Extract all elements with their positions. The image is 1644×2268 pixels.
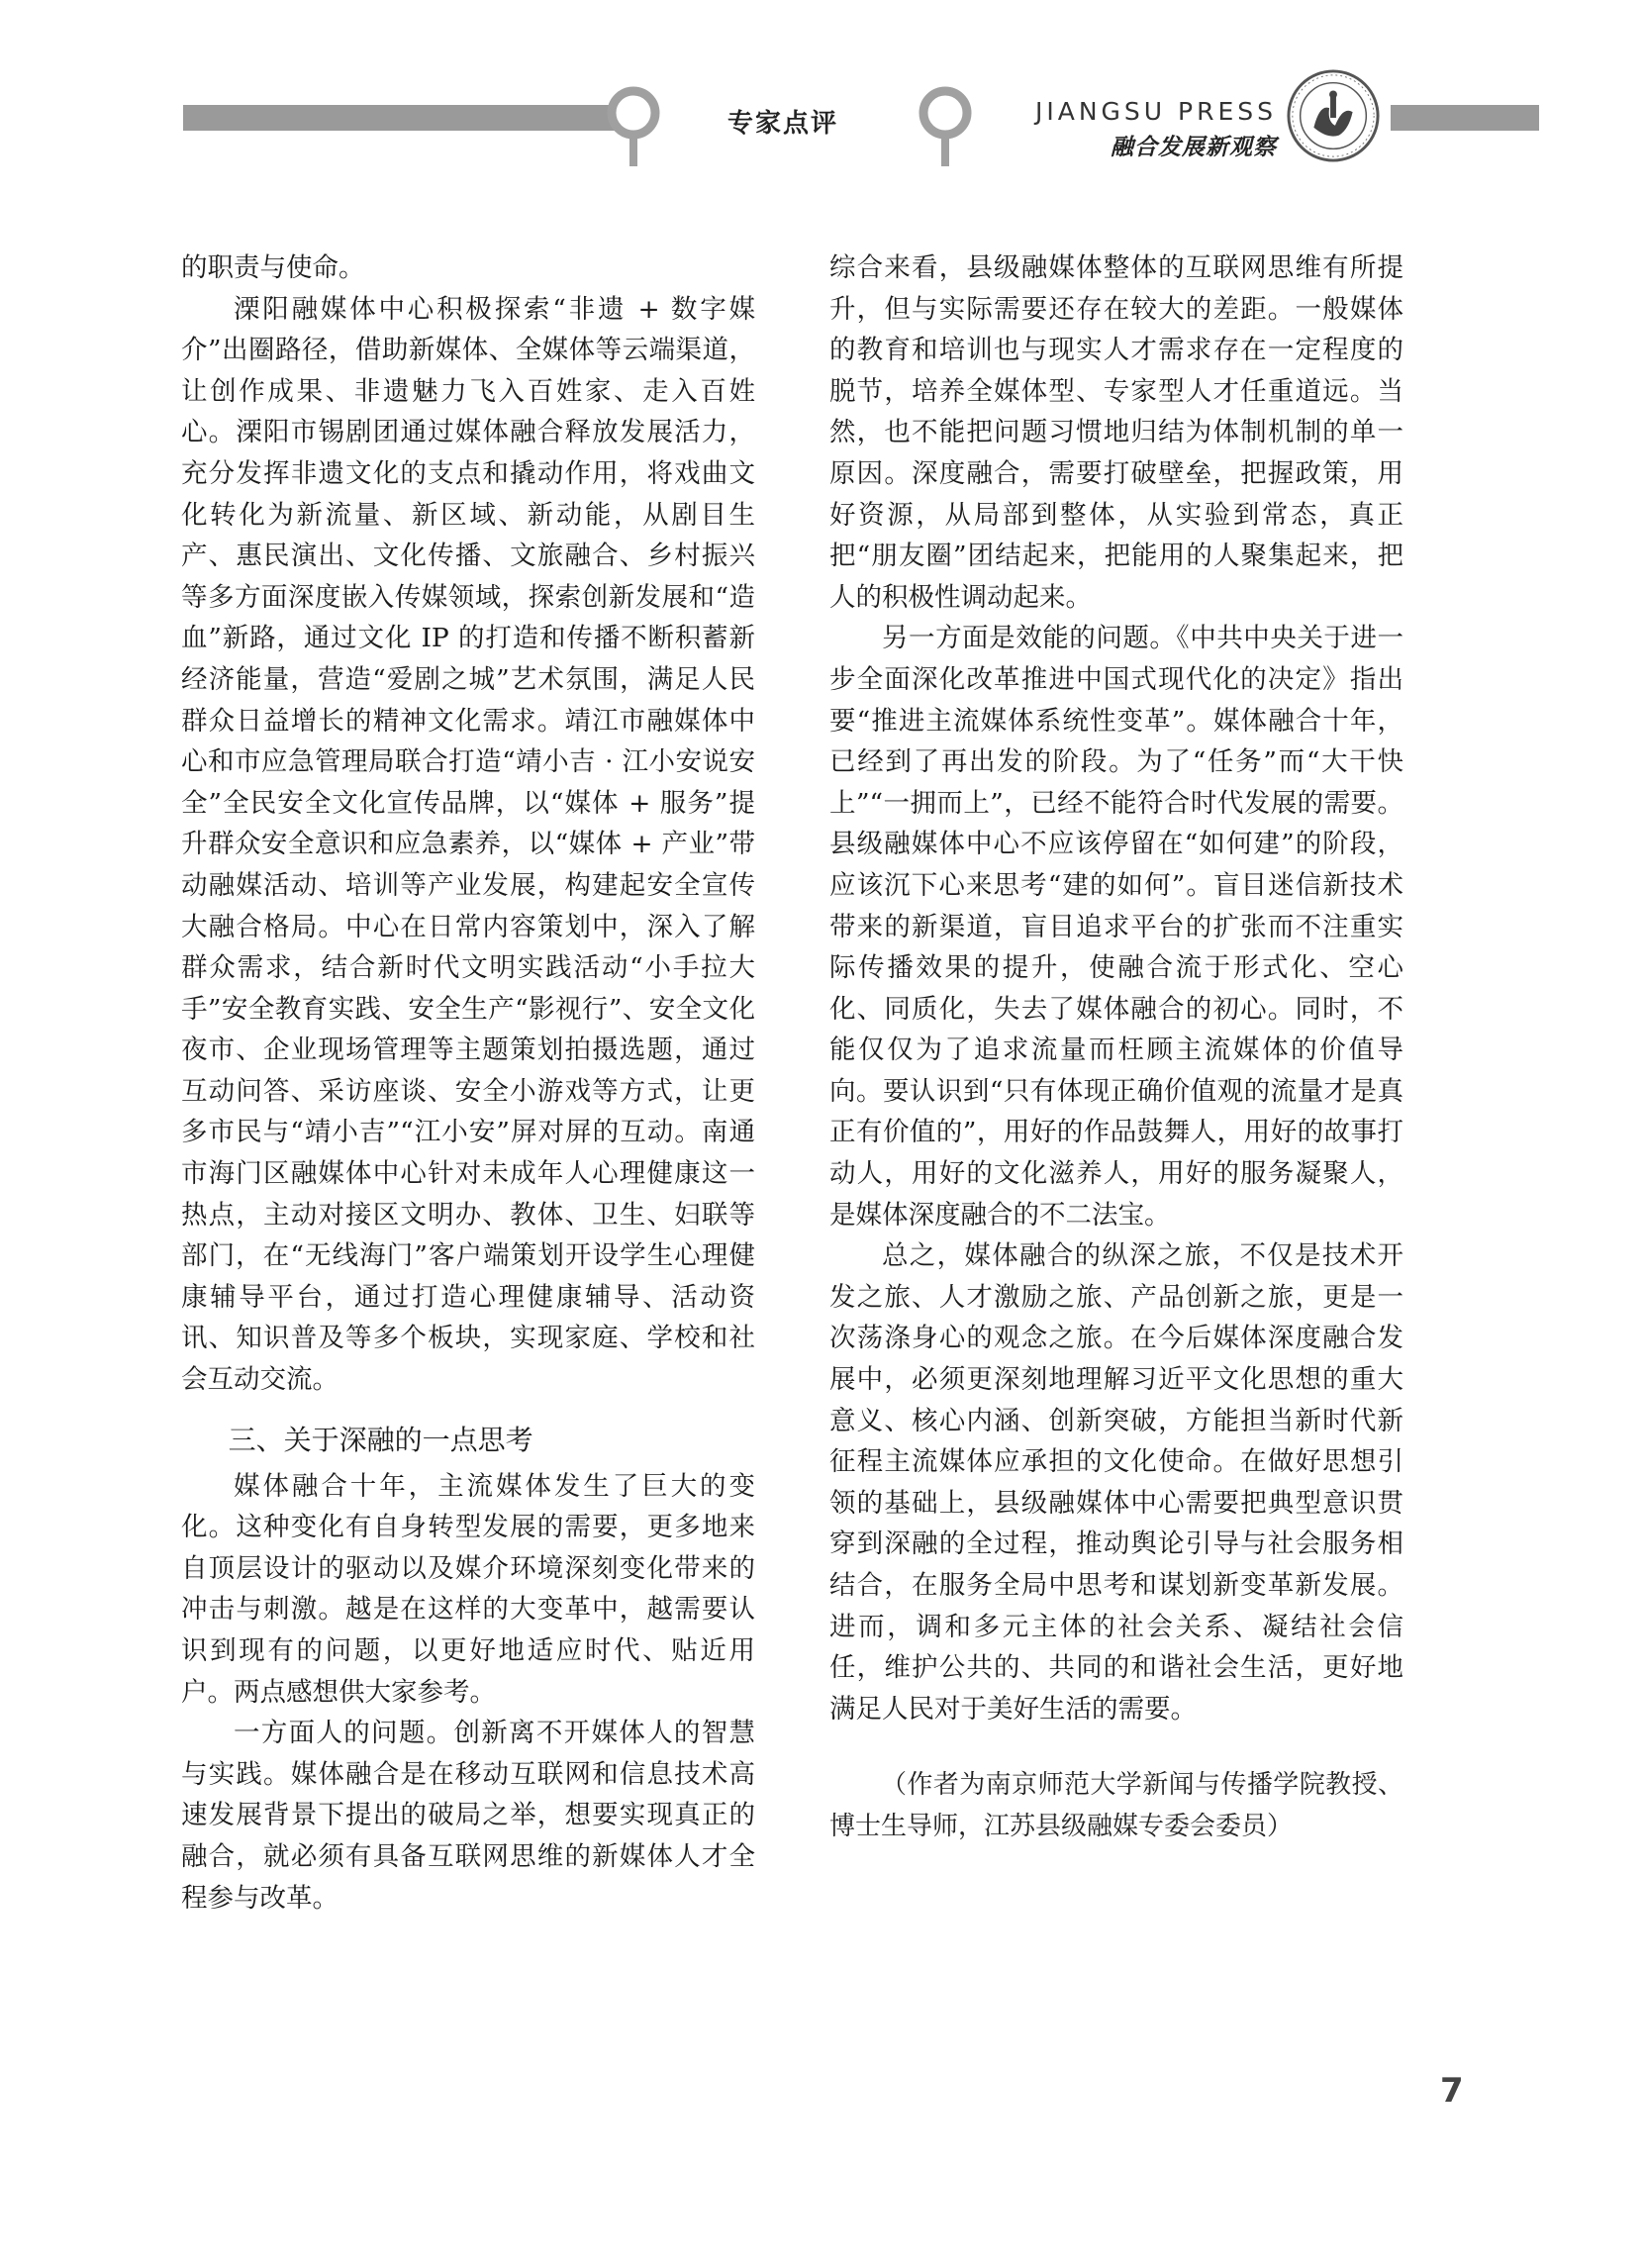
header-bar-right bbox=[1391, 105, 1539, 131]
paragraph: 总之，媒体融合的纵深之旅，不仅是技术开发之旅、人才激励之旅、产品创新之旅，更是一次荡涤身心的观念之旅。在今后媒体深度融合发展中，必须更深刻地理解习近平文化思想的重大意义、核心内涵、创新突破，方能担当新时代新征程主流媒体应承担的文化使命。在做好思想引领的基础上，县级融媒体中心需要把典型意识贯穿到深融的全过程，推动舆论引导与社会服务相结合，在服务全局中思考和谋划新变革新发展。进而，调和多元主体的社会关系、凝结社会信任，维护公共的、共同的和谐社会生活，更好地满足人民对于美好生活的需要。 bbox=[829, 1240, 1403, 1725]
paragraph: 的职责与使命。 bbox=[181, 252, 365, 283]
left-column bbox=[181, 247, 755, 1919]
paragraph: 溧阳融媒体中心积极探索“非遗 + 数字媒介”出圈路径，借助新媒体、全媒体等云端渠道，让创作成果、非遗魅力飞入百姓家、走入百姓心。溧阳市锡剧团通过媒体融合释放发展活力，充分发挥非遗文化的支点和撬动作用，将戏曲文化转化为新流量、新区域、新动能，从剧目生产、惠民演出、文化传播、文旅融合、乡村振兴等多方面深度嵌入传媒领域，探索创新发展和“造血”新路，通过文化 IP 的打造和传播不断积蓄新经济能量，营造“爱剧之城”艺术氛围，满足人民群众日益增长的精神文化需求。靖江市融媒体中心和市应急管理局联合打造“靖小吉 · 江小安说安全”全民安全文化宣传品牌，以“媒体 + 服务”提升群众安全意识和应急素养，以“媒体 + 产业”带动融媒活动、培训等产业发展，构建起安全宣传大融合格局。中心在日常内容策划中，深入了解群众需求，结合新时代文明实践活动“小手拉大手”安全教育实践、安全生产“影视行”、安全文化夜市、企业现场管理等主题策划拍摄选题，通过互动问答、采访座谈、安全小游戏等方式，让更多市民与“靖小吉”“江小安”屏对屏的互动。南通市海门区融媒体中心针对未成年人心理健康这一热点，主动对接区文明办、教体、卫生、妇联等部门，在“无线海门”客户端策划开设学生心理健康辅导平台，通过打造心理健康辅导、活动资讯、知识普及等多个板块，实现家庭、学校和社会互动交流。 bbox=[181, 293, 755, 1396]
location-pin-icon bbox=[916, 85, 975, 170]
paragraph: 一方面人的问题。创新离不开媒体人的智慧与实践。媒体融合是在移动互联网和信息技术高速发展背景下提出的破局之举，想要实现真正的融合，就必须有具备互联网思维的新媒体人才全程参与改革。 bbox=[181, 1718, 755, 1914]
page-header bbox=[0, 0, 1644, 188]
brand-subtitle: 融合发展新观察 bbox=[1111, 134, 1277, 160]
header-bar-left bbox=[183, 105, 629, 131]
paragraph: 媒体融合十年，主流媒体发生了巨大的变化。这种变化有自身转型发展的需要，更多地来自顶层设计的驱动以及媒介环境深刻变化带来的冲击与刺激。越是在这样的大变革中，越需要认识到现有的问题，以更好地适应时代、贴近用户。两点感想供大家参考。 bbox=[181, 1470, 755, 1708]
location-pin-icon bbox=[604, 85, 663, 170]
section-heading: 三、关于深融的一点思考 bbox=[228, 1423, 533, 1456]
paragraph: 综合来看，县级融媒体整体的互联网思维有所提升，但与实际需要还存在较大的差距。一般媒体的教育和培训也与现实人才需求存在一定程度的脱节，培养全媒体型、专家型人才任重道远。当然，也不能把问题习惯地归结为体制机制的单一原因。深度融合，需要打破壁垒，把握政策，用好资源，从局部到整体，从实验到常态，真正把“朋友圈”团结起来，把能用的人聚集起来，把人的积极性调动起来。 bbox=[829, 252, 1403, 613]
right-column bbox=[829, 247, 1403, 1848]
jiangsu-press-seal-icon bbox=[1285, 67, 1382, 164]
author-note: （作者为南京师范大学新闻与传播学院教授、博士生导师，江苏县级融媒专委会委员） bbox=[829, 1770, 1403, 1841]
section-label: 专家点评 bbox=[727, 109, 839, 139]
page-number: 7 bbox=[1440, 2071, 1464, 2111]
brand-name: JIANGSU PRESS bbox=[1034, 97, 1277, 126]
paragraph: 另一方面是效能的问题。《中共中央关于进一步全面深化改革推进中国式现代化的决定》指出要“推进主流媒体系统性变革”。媒体融合十年，已经到了再出发的阶段。为了“任务”而“大干快上”“一拥而上”，已经不能符合时代发展的需要。县级融媒体中心不应该停留在“如何建”的阶段，应该沉下心来思考“建的如何”。盲目迷信新技术带来的新渠道，盲目追求平台的扩张而不注重实际传播效果的提升，使融合流于形式化、空心化、同质化，失去了媒体融合的初心。同时，不能仅仅为了追求流量而枉顾主流媒体的价值导向。要认识到“只有体现正确价值观的流量才是真正有价值的”，用好的作品鼓舞人，用好的故事打动人，用好的文化滋养人，用好的服务凝聚人，是媒体深度融合的不二法宝。 bbox=[829, 623, 1403, 1231]
